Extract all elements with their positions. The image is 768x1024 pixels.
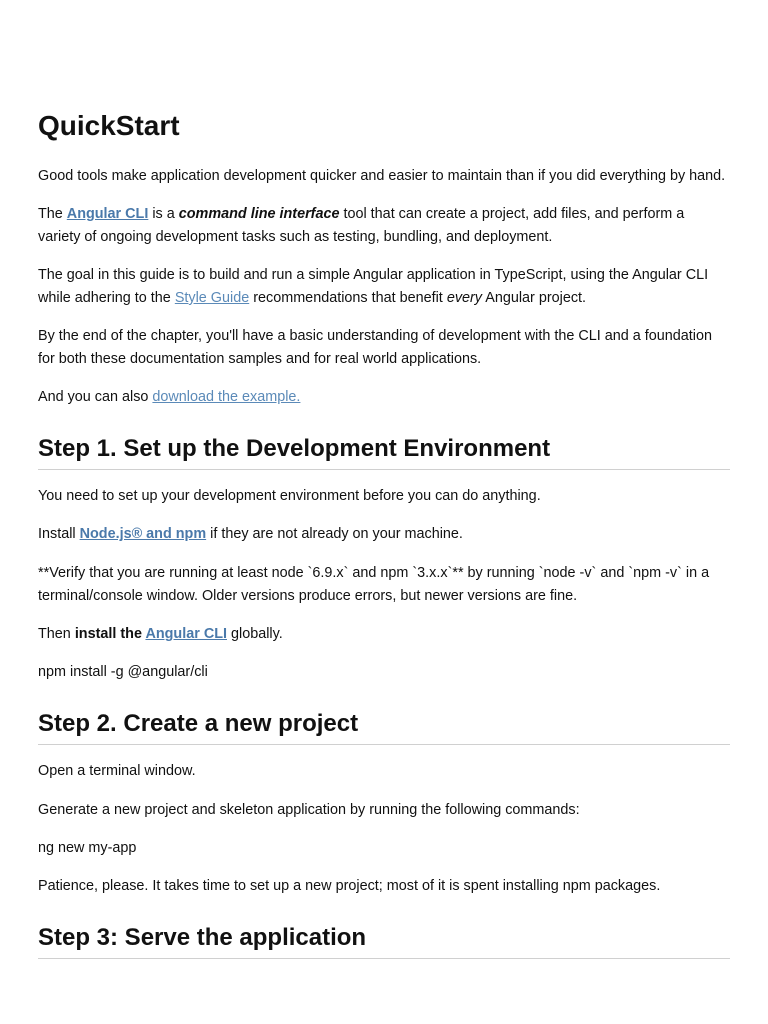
download-example-link[interactable]: download the example. [152, 389, 301, 405]
style-guide-link[interactable]: Style Guide [174, 290, 250, 306]
bold-text: install the [74, 626, 146, 642]
step1-paragraph-3: **Verify that you are running at least node `6.9.x` and npm `3.x.x`** by running `node -v` and `npm -v` in a terminal/console window. Older versions produce errors, but newer versions are fine. [38, 565, 710, 604]
text: tool that can create a project, add files, and perform a variety of ongoing development tasks such as testing, bundling, and deployment. [38, 206, 685, 245]
angular-cli-link[interactable]: Angular CLI [66, 206, 149, 222]
angular-cli-link-2[interactable]: Angular CLI [145, 626, 227, 642]
step1-paragraph-2 [38, 523, 730, 546]
step2-paragraph-1: Open a terminal window. [38, 763, 196, 779]
text: Install [38, 526, 80, 542]
page-title: QuickStart [38, 110, 180, 141]
text: is a [148, 206, 179, 222]
step2-divider [38, 744, 730, 745]
nodejs-npm-link[interactable]: Node.js® and npm [79, 526, 207, 542]
intro-paragraph-2 [38, 203, 730, 249]
step1-paragraph-4 [38, 623, 730, 646]
step2-paragraph-2: Generate a new project and skeleton application by running the following commands: [38, 802, 580, 818]
emphasis-text: every [446, 290, 483, 306]
step2-heading: Step 2. Create a new project [38, 710, 359, 737]
step2-heading-block [38, 709, 730, 739]
step3-divider [38, 958, 730, 959]
emphasis-text: command line interface [178, 206, 340, 222]
text: recommendations that benefit [249, 290, 447, 306]
text: Angular project. [482, 290, 587, 306]
step1-command: npm install -g @angular/cli [38, 664, 208, 680]
step3-heading-block [38, 923, 730, 953]
step1-paragraph-1: You need to set up your development environment before you can do anything. [38, 488, 541, 504]
text: globally. [227, 626, 283, 642]
text: The [38, 206, 67, 222]
step3-heading: Step 3: Serve the application [38, 924, 367, 951]
intro-paragraph-1: Good tools make application development quicker and easier to maintain than if you did everything by hand. [38, 168, 726, 184]
step2-command: ng new my-app [38, 840, 137, 856]
step2-paragraph-4: Patience, please. It takes time to set up a new project; most of it is spent installing npm packages. [38, 878, 661, 894]
intro-paragraph-5 [38, 386, 730, 409]
text: Then [38, 626, 75, 642]
step1-heading: Step 1. Set up the Development Environment [38, 435, 551, 462]
text: if they are not already on your machine. [206, 526, 463, 542]
step1-divider [38, 469, 730, 470]
intro-paragraph-4: By the end of the chapter, you'll have a basic understanding of development with the CLI and a foundation for both these documentation samples and for real world applications. [38, 328, 712, 367]
step1-heading-block [38, 434, 730, 464]
text: The goal in this guide is to build and run a simple Angular application in TypeScript, using the Angular CLI while adhering to the [38, 267, 709, 306]
intro-paragraph-3 [38, 264, 730, 310]
text: And you can also [38, 389, 153, 405]
